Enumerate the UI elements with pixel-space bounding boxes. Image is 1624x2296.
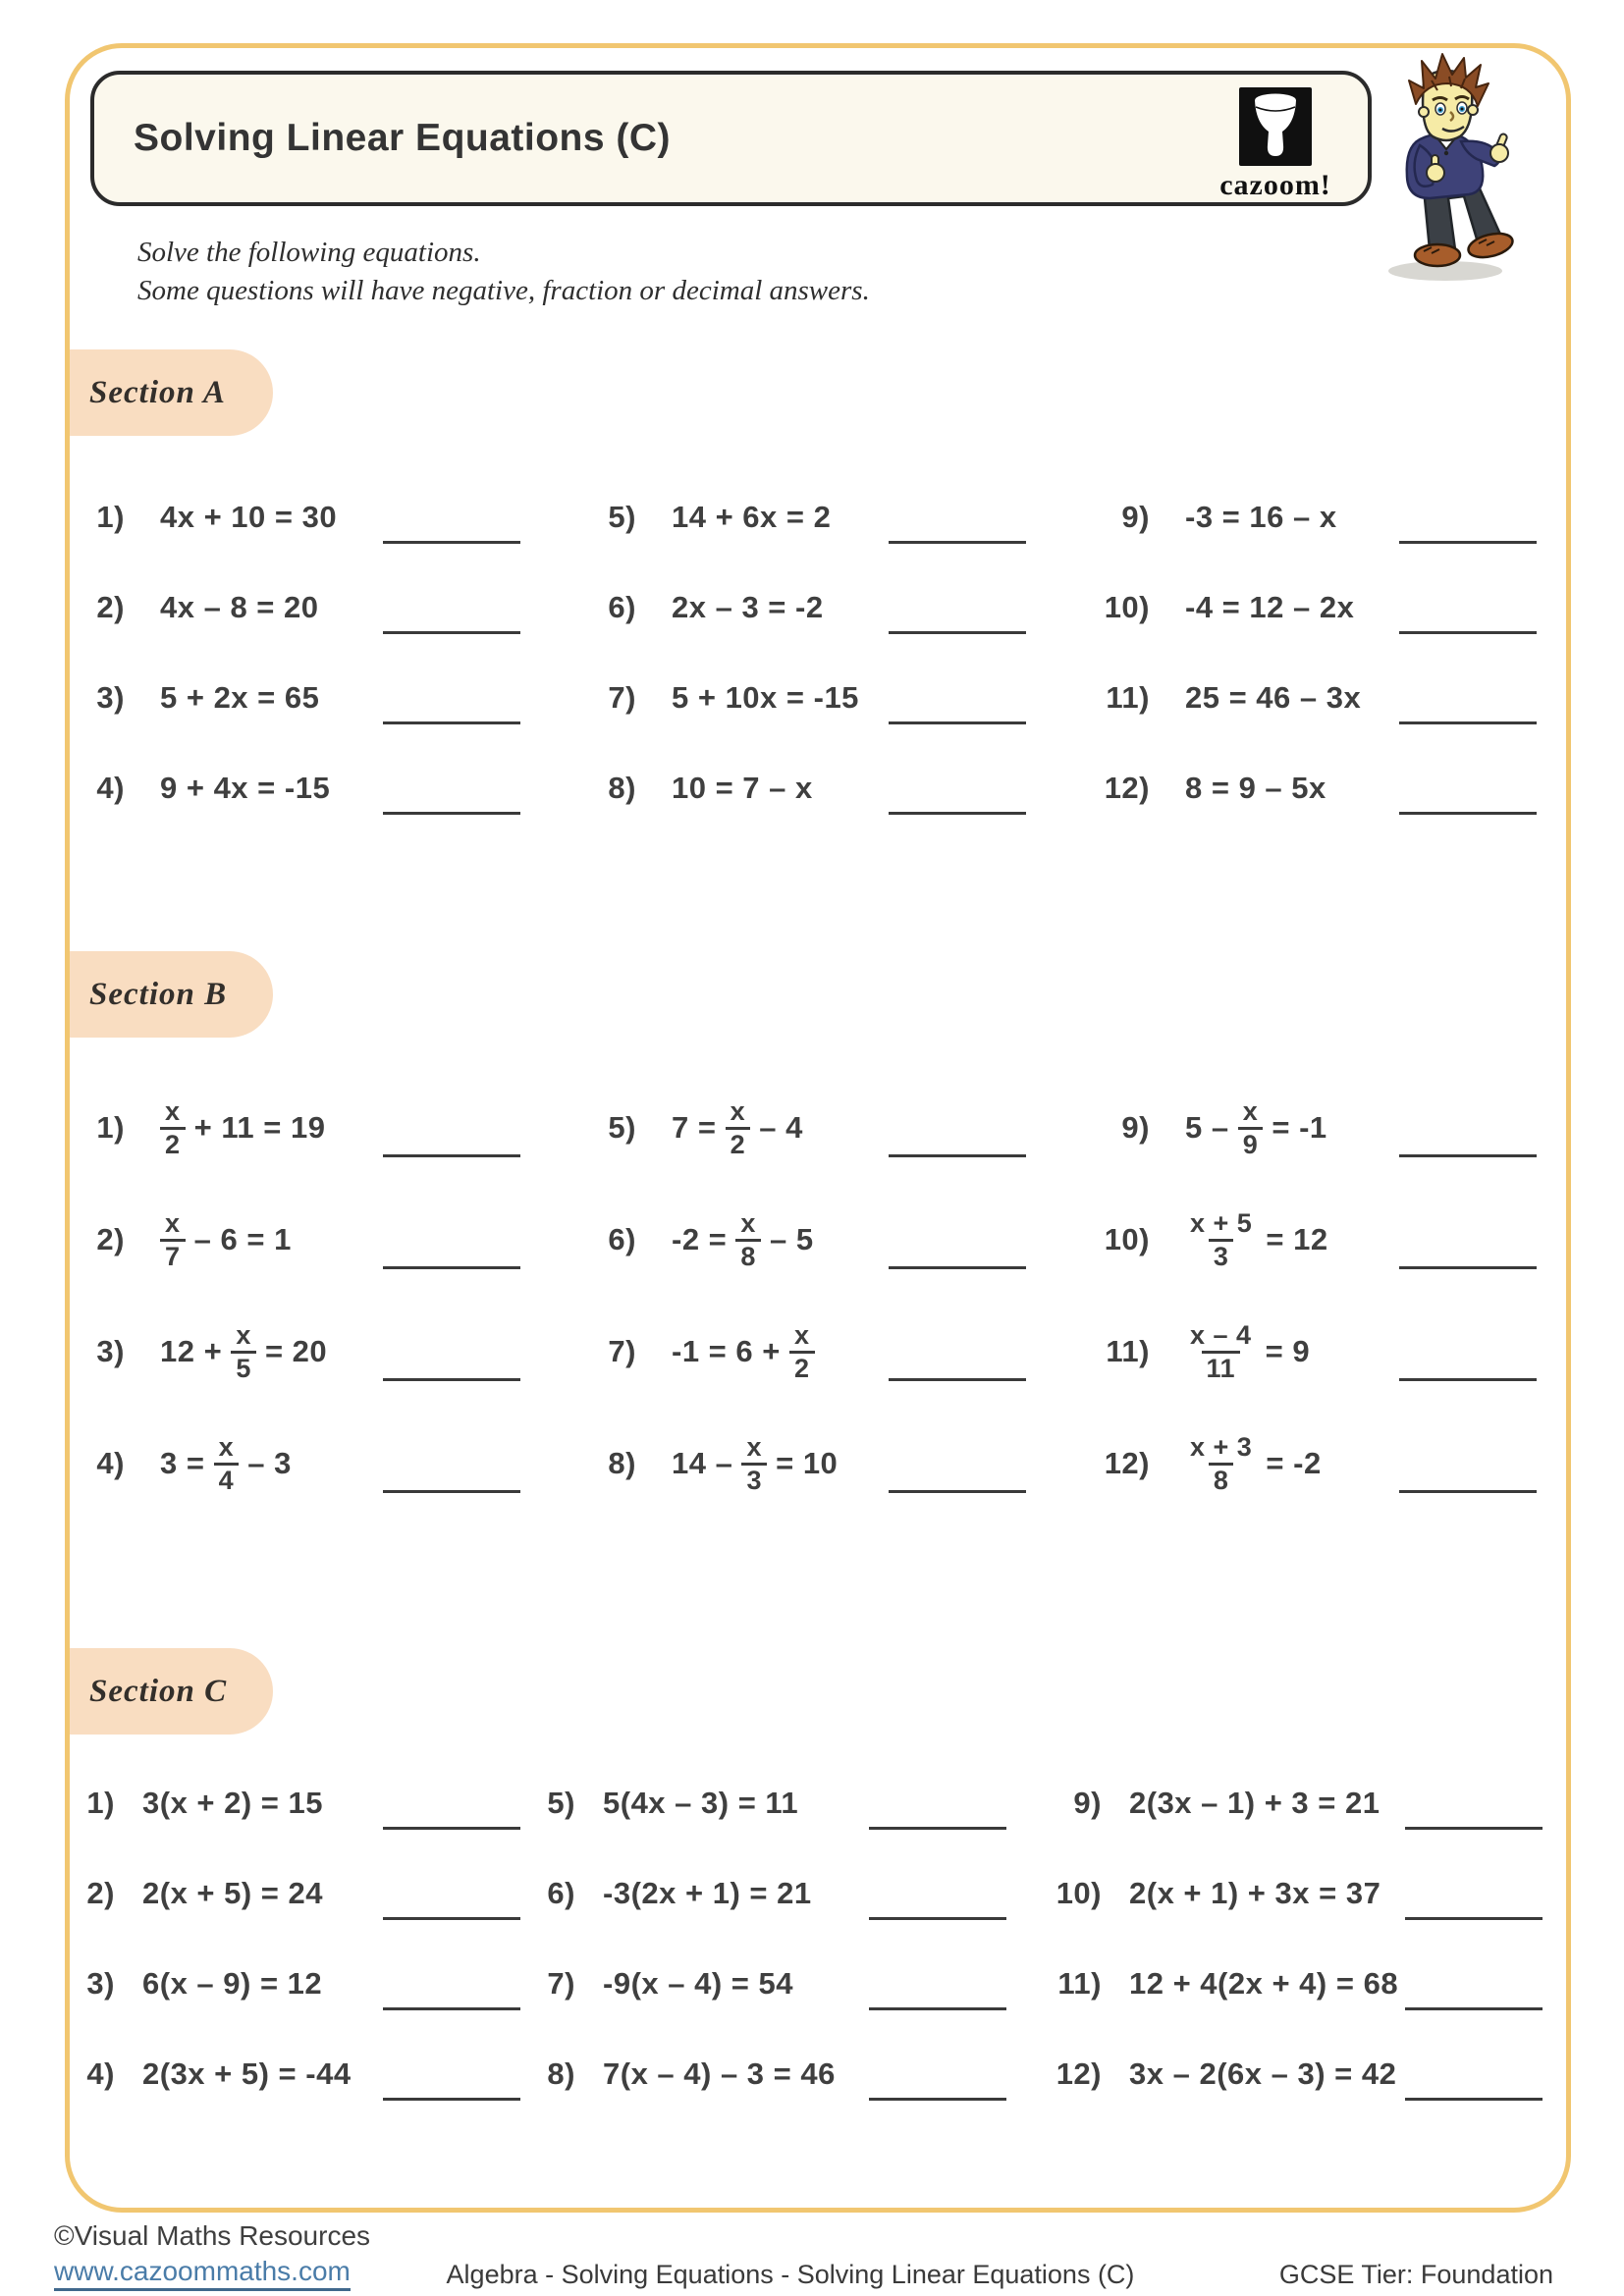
section-a-band bbox=[70, 349, 273, 436]
equation: 5(4x – 3) = 11 bbox=[603, 1786, 799, 1820]
section-a-column-3 bbox=[1083, 472, 1537, 833]
equation: 3x – 2(6x – 3) = 42 bbox=[1129, 2056, 1397, 2091]
question-row bbox=[58, 1296, 520, 1408]
question-row bbox=[1035, 2029, 1543, 2119]
equation: -4 = 12 – 2x bbox=[1185, 590, 1355, 624]
equation: 6(x – 9) = 12 bbox=[142, 1966, 323, 2001]
instructions-line-1: Solve the following equations. bbox=[137, 237, 481, 268]
answer-line bbox=[869, 2098, 1006, 2101]
equation: $\frac{x + 5}{3}$ = 12 bbox=[1190, 1208, 1328, 1271]
answer-line bbox=[383, 541, 520, 544]
question-number: 4) bbox=[86, 2056, 115, 2091]
answer-line bbox=[383, 1154, 520, 1157]
section-b-column-1 bbox=[58, 1072, 520, 1520]
question-number: 8) bbox=[608, 1446, 636, 1480]
cazoommaths-link[interactable]: www.cazoommaths.com bbox=[54, 2256, 351, 2291]
answer-line bbox=[1399, 631, 1537, 634]
question-row bbox=[58, 743, 520, 833]
question-row bbox=[569, 653, 1026, 743]
question-number: 12) bbox=[1104, 771, 1150, 805]
question-number: 7) bbox=[608, 1334, 636, 1368]
worksheet-header bbox=[90, 71, 1372, 206]
instructions-line-2: Some questions will have negative, fraction or decimal answers. bbox=[137, 275, 870, 306]
answer-line bbox=[383, 1490, 520, 1493]
equation: 5 – $\frac{x}{9}$ = -1 bbox=[1185, 1096, 1327, 1159]
logo-text: cazoom! bbox=[1219, 169, 1331, 201]
answer-line bbox=[869, 1827, 1006, 1830]
question-row bbox=[1083, 1408, 1537, 1520]
question-number: 6) bbox=[608, 590, 636, 624]
equation: 9 + 4x = -15 bbox=[160, 771, 331, 805]
question-number: 4) bbox=[96, 771, 125, 805]
equation: 2x – 3 = -2 bbox=[672, 590, 824, 624]
section-b-column-2 bbox=[569, 1072, 1026, 1520]
equation: $\frac{x}{7}$ – 6 = 1 bbox=[160, 1208, 292, 1270]
question-number: 5) bbox=[608, 500, 636, 534]
question-row bbox=[1035, 1848, 1543, 1939]
breadcrumb: Algebra - Solving Equations - Solving Linear Equations (C) bbox=[446, 2260, 1135, 2289]
answer-line bbox=[383, 2007, 520, 2010]
answer-line bbox=[1399, 541, 1537, 544]
question-number: 10) bbox=[1104, 1222, 1150, 1256]
instructions bbox=[137, 234, 870, 310]
question-number: 9) bbox=[1121, 1110, 1150, 1145]
answer-line bbox=[383, 1827, 520, 1830]
equation: 25 = 46 – 3x bbox=[1185, 680, 1362, 715]
question-row bbox=[509, 1848, 1006, 1939]
answer-line bbox=[383, 2098, 520, 2101]
question-number: 1) bbox=[86, 1786, 115, 1820]
section-a-label: Section A bbox=[89, 374, 226, 410]
question-number: 11) bbox=[1106, 1334, 1150, 1368]
section-c-column-3 bbox=[1035, 1758, 1543, 2119]
answer-line bbox=[1399, 1490, 1537, 1493]
question-row bbox=[48, 1848, 520, 1939]
equation: 2(3x + 5) = -44 bbox=[142, 2056, 352, 2091]
equation: -9(x – 4) = 54 bbox=[603, 1966, 793, 2001]
section-a-column-1 bbox=[58, 472, 520, 833]
question-row bbox=[1035, 1939, 1543, 2029]
answer-line bbox=[889, 1154, 1026, 1157]
answer-line bbox=[889, 631, 1026, 634]
answer-line bbox=[383, 1917, 520, 1920]
answer-line bbox=[1405, 2098, 1543, 2101]
drum-icon bbox=[1239, 87, 1312, 166]
section-c-column-1 bbox=[48, 1758, 520, 2119]
question-number: 11) bbox=[1106, 680, 1150, 715]
question-number: 11) bbox=[1057, 1966, 1102, 2001]
equation: 3 = $\frac{x}{4}$ – 3 bbox=[160, 1432, 292, 1495]
question-row bbox=[569, 743, 1026, 833]
equation: 7 = $\frac{x}{2}$ – 4 bbox=[672, 1096, 803, 1159]
section-c-band bbox=[70, 1648, 273, 1735]
answer-line bbox=[889, 721, 1026, 724]
question-number: 8) bbox=[608, 771, 636, 805]
question-row bbox=[1083, 472, 1537, 562]
question-number: 5) bbox=[547, 1786, 575, 1820]
equation: -3(2x + 1) = 21 bbox=[603, 1876, 812, 1910]
question-row bbox=[509, 2029, 1006, 2119]
copyright-text: ©Visual Maths Resources bbox=[54, 2220, 371, 2251]
question-number: 9) bbox=[1121, 500, 1150, 534]
question-number: 4) bbox=[96, 1446, 125, 1480]
question-row bbox=[1083, 562, 1537, 653]
question-number: 2) bbox=[96, 1222, 125, 1256]
question-row bbox=[569, 1184, 1026, 1296]
equation: 2(3x – 1) + 3 = 21 bbox=[1129, 1786, 1380, 1820]
equation: 5 + 10x = -15 bbox=[672, 680, 859, 715]
section-c-label: Section C bbox=[89, 1673, 228, 1709]
question-number: 3) bbox=[96, 1334, 125, 1368]
equation: 2(x + 5) = 24 bbox=[142, 1876, 324, 1910]
question-number: 7) bbox=[547, 1966, 575, 2001]
question-row bbox=[1083, 1296, 1537, 1408]
equation: -3 = 16 – x bbox=[1185, 500, 1337, 534]
question-row bbox=[1083, 743, 1537, 833]
question-row bbox=[1083, 1184, 1537, 1296]
question-number: 12) bbox=[1056, 2056, 1102, 2091]
question-row bbox=[1083, 1072, 1537, 1184]
question-row bbox=[509, 1939, 1006, 2029]
answer-line bbox=[383, 1266, 520, 1269]
equation: 8 = 9 – 5x bbox=[1185, 771, 1326, 805]
equation: $\frac{x}{2}$ + 11 = 19 bbox=[160, 1096, 325, 1158]
equation: 4x + 10 = 30 bbox=[160, 500, 338, 534]
equation: 5 + 2x = 65 bbox=[160, 680, 320, 715]
answer-line bbox=[1399, 721, 1537, 724]
question-row bbox=[509, 1758, 1006, 1848]
question-number: 5) bbox=[608, 1110, 636, 1145]
equation: 4x – 8 = 20 bbox=[160, 590, 319, 624]
question-row bbox=[58, 472, 520, 562]
question-row bbox=[569, 1408, 1026, 1520]
question-number: 6) bbox=[547, 1876, 575, 1910]
section-b-column-3 bbox=[1083, 1072, 1537, 1520]
question-number: 1) bbox=[96, 500, 125, 534]
section-c-column-2 bbox=[509, 1758, 1006, 2119]
question-row bbox=[569, 472, 1026, 562]
question-number: 9) bbox=[1073, 1786, 1102, 1820]
answer-line bbox=[1399, 1154, 1537, 1157]
question-number: 6) bbox=[608, 1222, 636, 1256]
answer-line bbox=[889, 541, 1026, 544]
mascot-character bbox=[1373, 51, 1522, 287]
answer-line bbox=[1405, 2007, 1543, 2010]
question-number: 8) bbox=[547, 2056, 575, 2091]
question-row bbox=[58, 1408, 520, 1520]
equation: 14 – $\frac{x}{3}$ = 10 bbox=[672, 1432, 839, 1495]
equation: $\frac{x + 3}{8}$ = -2 bbox=[1190, 1432, 1322, 1495]
question-number: 12) bbox=[1104, 1446, 1150, 1480]
question-row bbox=[1035, 1758, 1543, 1848]
question-row bbox=[48, 1758, 520, 1848]
answer-line bbox=[1399, 1378, 1537, 1381]
section-b-band bbox=[70, 951, 273, 1038]
question-row bbox=[58, 1184, 520, 1296]
answer-line bbox=[1405, 1917, 1543, 1920]
equation: $\frac{x - 4}{11}$ = 9 bbox=[1190, 1320, 1311, 1383]
equation: -1 = 6 + $\frac{x}{2}$ bbox=[672, 1320, 815, 1382]
answer-line bbox=[383, 631, 520, 634]
answer-line bbox=[869, 2007, 1006, 2010]
question-number: 7) bbox=[608, 680, 636, 715]
equation: -2 = $\frac{x}{8}$ – 5 bbox=[672, 1208, 814, 1271]
answer-line bbox=[889, 1490, 1026, 1493]
answer-line bbox=[383, 1378, 520, 1381]
equation: 3(x + 2) = 15 bbox=[142, 1786, 324, 1820]
answer-line bbox=[889, 1266, 1026, 1269]
question-row bbox=[569, 562, 1026, 653]
question-number: 10) bbox=[1056, 1876, 1102, 1910]
answer-line bbox=[383, 812, 520, 815]
answer-line bbox=[889, 1378, 1026, 1381]
answer-line bbox=[1399, 812, 1537, 815]
section-a-column-2 bbox=[569, 472, 1026, 833]
question-row bbox=[58, 653, 520, 743]
equation: 12 + 4(2x + 4) = 68 bbox=[1129, 1966, 1399, 2001]
answer-line bbox=[383, 721, 520, 724]
section-b-label: Section B bbox=[89, 976, 228, 1012]
question-row bbox=[58, 1072, 520, 1184]
answer-line bbox=[889, 812, 1026, 815]
question-row bbox=[1083, 653, 1537, 743]
gcse-tier-label: GCSE Tier: Foundation bbox=[1278, 2260, 1553, 2289]
question-number: 3) bbox=[96, 680, 125, 715]
question-row bbox=[569, 1296, 1026, 1408]
equation: 7(x – 4) – 3 = 46 bbox=[603, 2056, 836, 2091]
equation: 14 + 6x = 2 bbox=[672, 500, 832, 534]
answer-line bbox=[1399, 1266, 1537, 1269]
question-row bbox=[569, 1072, 1026, 1184]
question-number: 3) bbox=[86, 1966, 115, 2001]
question-number: 1) bbox=[96, 1110, 125, 1145]
question-number: 2) bbox=[86, 1876, 115, 1910]
question-row bbox=[48, 2029, 520, 2119]
equation: 10 = 7 – x bbox=[672, 771, 813, 805]
question-row bbox=[58, 562, 520, 653]
question-number: 10) bbox=[1104, 590, 1150, 624]
equation: 12 + $\frac{x}{5}$ = 20 bbox=[160, 1320, 328, 1383]
answer-line bbox=[1405, 1827, 1543, 1830]
question-number: 2) bbox=[96, 590, 125, 624]
equation: 2(x + 1) + 3x = 37 bbox=[1129, 1876, 1381, 1910]
question-row bbox=[48, 1939, 520, 2029]
page-title: Solving Linear Equations (C) bbox=[134, 117, 672, 159]
answer-line bbox=[869, 1917, 1006, 1920]
cazoom-logo bbox=[1215, 87, 1336, 202]
